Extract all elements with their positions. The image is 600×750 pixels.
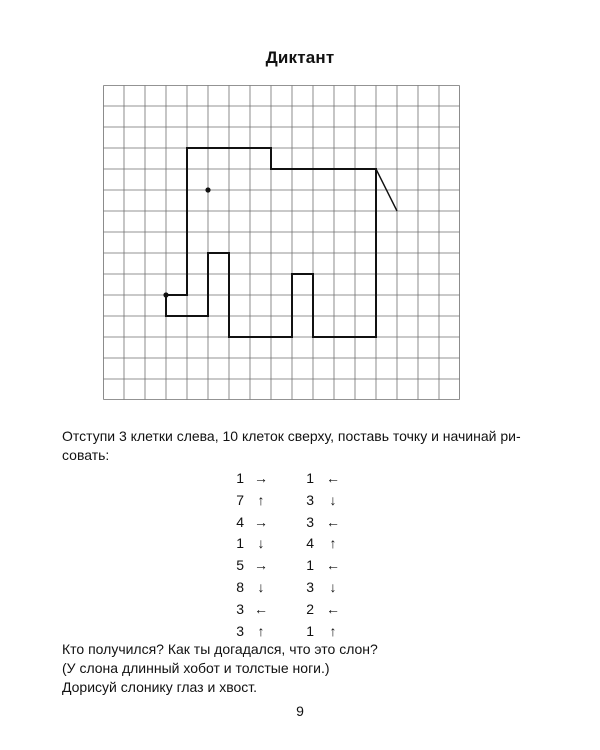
step-count: 4 <box>236 513 244 530</box>
step-row <box>222 492 382 514</box>
step-row <box>222 514 382 536</box>
step-arrow-icon: ↓ <box>329 578 337 595</box>
step-count: 1 <box>306 622 314 639</box>
step-count: 8 <box>236 578 244 595</box>
step-arrow-icon: ↑ <box>329 535 337 552</box>
step-arrow-icon: ← <box>326 513 340 530</box>
step-row <box>222 601 382 623</box>
step-count: 3 <box>236 600 244 617</box>
step-arrow-icon: ↑ <box>257 491 265 508</box>
question-line-3: Дорисуй слонику глаз и хвост. <box>62 679 258 695</box>
step-count: 1 <box>236 470 244 486</box>
step-count: 7 <box>236 491 244 508</box>
step-arrow-icon: → <box>254 557 268 574</box>
step-arrow-icon: ← <box>326 470 340 486</box>
steps-table <box>222 470 382 644</box>
step-arrow-icon: → <box>254 470 268 486</box>
question-line-2: (У слона длинный хобот и толстые ноги.) <box>62 660 330 676</box>
question-text <box>62 640 542 697</box>
step-row <box>222 535 382 557</box>
grid-lines <box>104 86 460 400</box>
step-arrow-icon: ← <box>254 600 268 617</box>
step-arrow-icon: ← <box>326 557 340 574</box>
step-arrow-icon: ↑ <box>329 622 337 639</box>
step-count: 1 <box>306 557 314 574</box>
step-row <box>222 470 382 492</box>
step-count: 3 <box>236 622 244 639</box>
step-arrow-icon: ↓ <box>257 535 265 552</box>
instruction-line-2: совать: <box>62 447 110 463</box>
start-point-dot <box>163 292 168 297</box>
question-line-1: Кто получился? Как ты догадался, что это слон? <box>62 641 378 657</box>
drawing-grid <box>103 85 460 400</box>
step-arrow-icon: ↓ <box>257 578 265 595</box>
step-count: 3 <box>306 491 314 508</box>
step-arrow-icon: ↑ <box>257 622 265 639</box>
step-count: 3 <box>306 513 314 530</box>
step-count: 1 <box>306 470 314 486</box>
elephant-eye-dot <box>205 187 210 192</box>
step-row <box>222 579 382 601</box>
grid-canvas <box>103 85 460 400</box>
step-arrow-icon: ← <box>326 600 340 617</box>
step-row <box>222 557 382 579</box>
page-title: Диктант <box>265 48 335 67</box>
step-count: 5 <box>236 557 244 574</box>
instruction-text <box>62 427 542 465</box>
step-count: 1 <box>236 535 244 552</box>
step-count: 3 <box>306 578 314 595</box>
step-count: 2 <box>306 600 314 617</box>
step-arrow-icon: → <box>254 513 268 530</box>
step-count: 4 <box>306 535 314 552</box>
step-arrow-icon: ↓ <box>329 491 337 508</box>
instruction-line-1: Отступи 3 клетки слева, 10 клеток сверху, поставь точку и начинай ри- <box>62 428 521 444</box>
page-number: 9 <box>296 703 304 719</box>
